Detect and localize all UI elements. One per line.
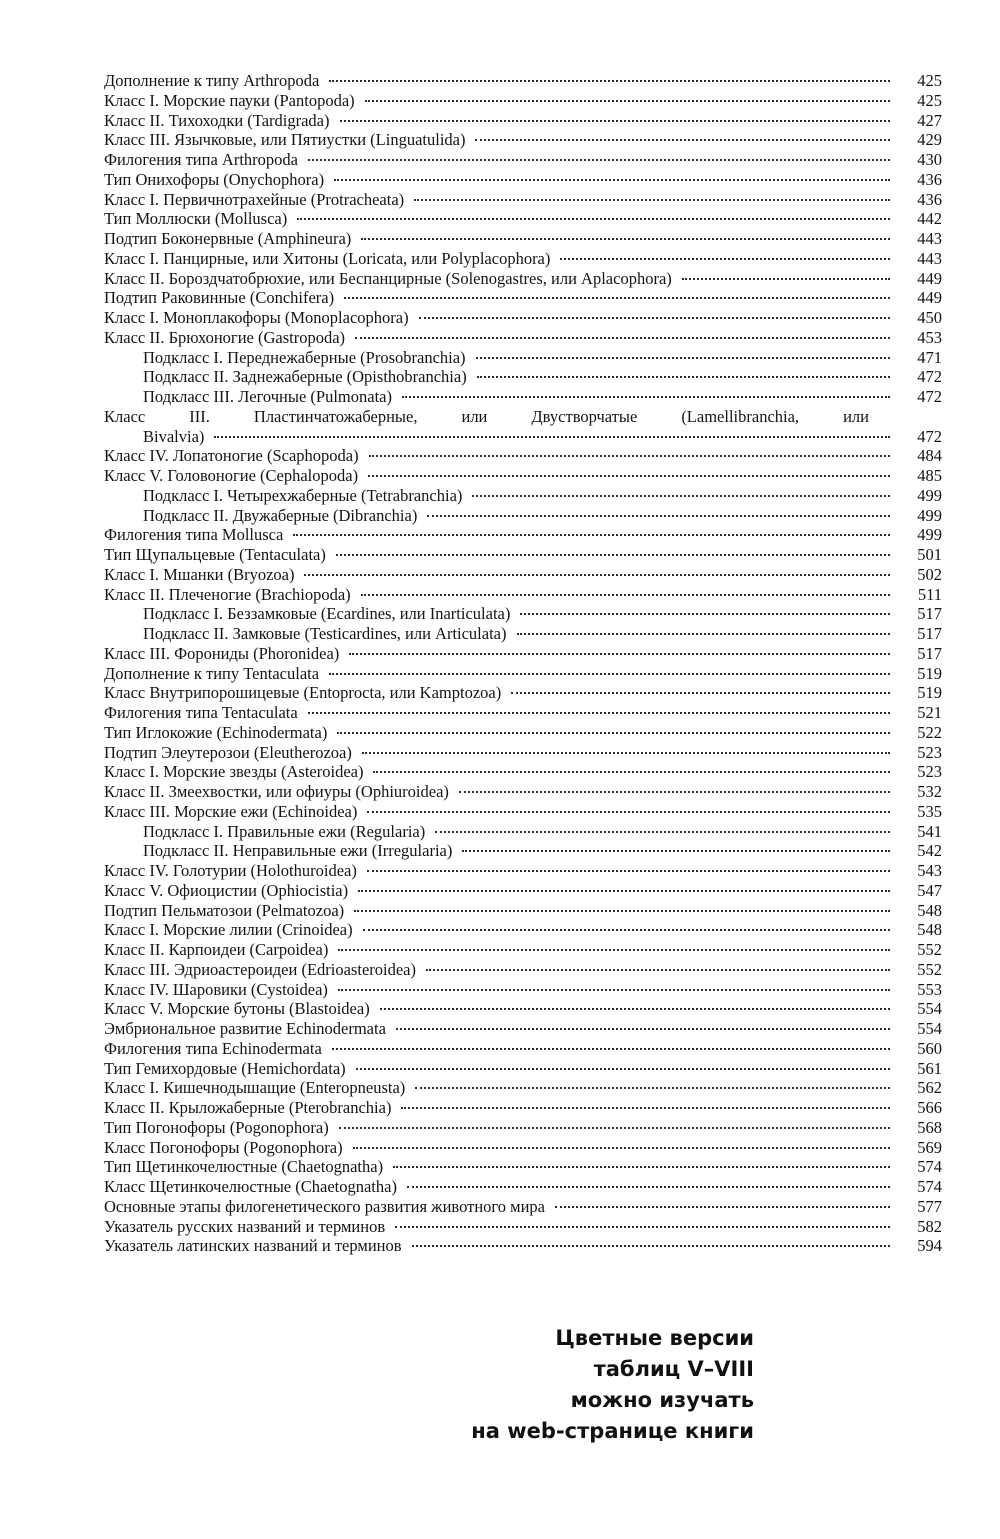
toc-entry-title: Класс V. Головоногие (Cephalopoda) (104, 466, 359, 485)
toc-entry-title: Филогения типа Mollusca (104, 525, 284, 545)
toc-entry-page: 566 (917, 1098, 942, 1117)
toc-entry-page: 499 (917, 525, 942, 545)
toc-entry-page: 472 (917, 367, 942, 387)
toc-entry-title: Подкласс I. Четырехжаберные (Tetrabranchia) (143, 485, 463, 505)
dot-leader (334, 179, 890, 181)
toc-entry-title: Класс III. Эдриоастероидеи (Edrioasteroidea) (104, 959, 416, 979)
toc-entry-title: Тип Онихофоры (Onychophora) (104, 169, 325, 189)
toc-entry-page: 523 (917, 742, 942, 762)
toc-entry (104, 71, 942, 91)
dot-leader (462, 850, 890, 852)
toc-entry-page: 450 (917, 308, 942, 327)
dot-leader (368, 475, 890, 477)
toc-entry-title: Класс II. Змеехвостки, или офиуры (Ophiuroidea) (104, 782, 449, 801)
dot-leader (415, 1087, 890, 1089)
toc-entry (104, 980, 942, 1000)
toc-entry-title: Класс Внутрипорошицевые (Entoprocta, или Kamptozoa) (104, 683, 502, 703)
note-line: Цветные версии (555, 1326, 754, 1350)
toc-entry-page: 594 (917, 1236, 942, 1256)
dot-leader (427, 515, 890, 517)
toc-entry-title: Подкласс I. Переднежаберные (Prosobranchia) (143, 347, 466, 367)
toc-entry (104, 387, 942, 407)
toc-entry-title: Филогения типа Tentaculata (104, 703, 298, 722)
toc-entry-title-continuation: Bivalvia) (143, 426, 205, 446)
toc-entry-title: Класс III. Морские ежи (Echinoidea) (104, 801, 358, 821)
dot-leader (414, 199, 890, 201)
toc-entry-title: Класс V. Морские бутоны (Blastoidea) (104, 999, 370, 1019)
toc-entry (104, 229, 942, 249)
dot-leader (517, 633, 891, 635)
toc-entry (104, 130, 942, 150)
toc-entry-page: 548 (917, 900, 942, 920)
dot-leader (332, 1048, 890, 1050)
toc-entry-title: Тип Щупальцевые (Tentaculata) (104, 545, 326, 564)
toc-entry (104, 901, 942, 921)
toc-entry-page: 519 (917, 683, 942, 703)
toc-entry-page: 547 (917, 880, 942, 900)
toc-entry-page: 472 (917, 426, 942, 446)
toc-entry-title: Тип Щетинкочелюстные (Chaetognatha) (104, 1157, 384, 1177)
dot-leader (560, 258, 890, 260)
toc-entry (104, 841, 942, 861)
toc-entry (104, 585, 942, 605)
dot-leader (356, 1068, 890, 1070)
toc-entry (104, 565, 942, 585)
toc-entry (104, 1157, 942, 1177)
toc-entry-title: Подкласс II. Неправильные ежи (Irregularia) (143, 841, 453, 861)
toc-entry-page: 554 (917, 1019, 942, 1038)
toc-entry (104, 1098, 942, 1118)
toc-entry (104, 762, 942, 782)
toc-entry (104, 150, 942, 170)
dot-leader (395, 1226, 890, 1228)
dot-leader (363, 929, 890, 931)
dot-leader (214, 436, 890, 438)
dot-leader (344, 297, 890, 299)
note-line: можно изучать (570, 1388, 754, 1412)
toc-entry-page: 453 (917, 327, 942, 347)
toc-entry-page: 499 (917, 485, 942, 505)
toc-entry (104, 723, 942, 743)
dot-leader (419, 317, 890, 319)
toc-entry-page: 532 (917, 782, 942, 801)
toc-entry (104, 111, 942, 131)
toc-entry (104, 170, 942, 190)
dot-leader (339, 1127, 890, 1129)
dot-leader (353, 1147, 890, 1149)
toc-entry-title: Эмбриональное развитие Echinodermata (104, 1019, 386, 1038)
dot-leader (304, 574, 890, 576)
toc-entry-title: Дополнение к типу Arthropoda (104, 71, 320, 90)
toc-entry (104, 407, 942, 447)
toc-entry-title: Класс I. Панцирные, или Хитоны (Loricata, или Polyplacophora) (104, 248, 551, 268)
toc-entry (104, 782, 942, 802)
toc-entry (104, 1177, 942, 1197)
toc-entry (104, 209, 942, 229)
toc-entry-title: Класс II. Крыложаберные (Pterobranchia) (104, 1098, 392, 1117)
dot-leader (349, 653, 890, 655)
toc-entry-page: 429 (917, 130, 942, 150)
toc-entry (104, 1236, 942, 1256)
toc-entry-title: Класс I. Морские лилии (Crinoidea) (104, 920, 353, 940)
dot-leader (308, 159, 890, 161)
toc-entry (104, 308, 942, 328)
toc-entry (104, 288, 942, 308)
dot-leader (361, 594, 890, 596)
toc-entry (104, 624, 942, 644)
dot-leader (475, 139, 890, 141)
toc-entry-title: Класс Щетинкочелюстные (Chaetognatha) (104, 1177, 397, 1196)
toc-entry-title: Класс V. Офиоцистии (Ophiocistia) (104, 880, 349, 900)
toc-entry-page: 430 (917, 150, 942, 169)
toc-entry-page: 554 (917, 999, 942, 1019)
toc-entry (104, 1019, 942, 1039)
toc-entry (104, 545, 942, 565)
toc-entry-page: 443 (917, 229, 942, 248)
dot-leader (367, 811, 890, 813)
toc-entry (104, 861, 942, 881)
toc-entry (104, 1039, 942, 1059)
toc-entry-page: 574 (917, 1177, 942, 1196)
toc-entry (104, 703, 942, 723)
toc-entry-title: Класс II. Тихоходки (Tardigrada) (104, 110, 330, 130)
toc-entry-title: Класс I. Первичнотрахейные (Protracheata) (104, 189, 405, 209)
toc-entry-page: 425 (917, 71, 942, 90)
toc-entry-title: Подтип Раковинные (Conchifera) (104, 288, 335, 308)
dot-leader (476, 357, 890, 359)
dot-leader (337, 732, 890, 734)
toc-entry-title: Класс I. Мшанки (Bryozoa) (104, 564, 295, 584)
dot-leader (412, 1245, 890, 1247)
toc-entry (104, 644, 942, 664)
toc-entry-page: 548 (917, 920, 942, 940)
toc-entry-page: 519 (917, 663, 942, 683)
toc-entry-page: 449 (917, 288, 942, 308)
toc-entry (104, 664, 942, 684)
toc-entry-page: 443 (917, 248, 942, 268)
toc-entry-title: Тип Погонофоры (Pogonophora) (104, 1117, 329, 1137)
dot-leader (373, 771, 890, 773)
note-line: таблиц V–VIII (593, 1357, 754, 1381)
dot-leader (336, 554, 890, 556)
toc-entry-title: Подкласс I. Правильные ежи (Regularia) (143, 821, 426, 841)
toc-entry-title: Класс IV. Лопатоногие (Scaphopoda) (104, 446, 359, 466)
toc-entry (104, 940, 942, 960)
toc-entry (104, 269, 942, 289)
dot-leader (682, 278, 890, 280)
dot-leader (308, 712, 890, 714)
toc-entry-title: Подкласс II. Замковые (Testicardines, или Articulata) (143, 624, 507, 643)
toc-entry-title: Филогения типа Echinodermata (104, 1038, 322, 1058)
toc-entry-page: 442 (917, 209, 942, 229)
toc-entry-title: Класс I. Моноплакофоры (Monoplacophora) (104, 308, 409, 327)
dot-leader (362, 752, 890, 754)
dot-leader (472, 495, 890, 497)
toc-entry (104, 1138, 942, 1158)
toc-entry-title: Подкласс I. Беззамковые (Ecardines, или Inarticulata) (143, 604, 511, 624)
toc-entry-title: Подтип Пельматозои (Pelmatozoa) (104, 900, 345, 920)
dot-leader (329, 80, 890, 82)
toc-entry-title: Филогения типа Arthropoda (104, 150, 298, 169)
dot-leader (380, 1008, 890, 1010)
color-plates-note (400, 1323, 754, 1447)
toc-entry-title: Класс I. Морские звезды (Asteroidea) (104, 762, 364, 782)
toc-entry-title: Дополнение к типу Tentaculata (104, 663, 320, 683)
toc-entry (104, 604, 942, 624)
dot-leader (396, 1028, 890, 1030)
toc-entry (104, 91, 942, 111)
toc-entry-page: 521 (917, 703, 942, 722)
toc-entry-title: Класс II. Плеченогие (Brachiopoda) (104, 584, 351, 604)
toc-entry-page: 427 (917, 110, 942, 130)
toc-entry (104, 1197, 942, 1217)
toc-entry (104, 920, 942, 940)
toc-entry-title: Класс III. Пластинчатожаберные, или Двустворчатые (Lamellibranchia, или (104, 406, 869, 426)
toc-entry (104, 1059, 942, 1079)
table-of-contents (104, 71, 942, 1256)
toc-entry-page: 511 (917, 584, 942, 604)
toc-entry (104, 1118, 942, 1138)
dot-leader (297, 218, 890, 220)
dot-leader (355, 337, 890, 339)
toc-entry-page: 574 (917, 1157, 942, 1177)
toc-entry-title: Подкласс II. Двужаберные (Dibranchia) (143, 505, 418, 525)
toc-entry-title: Класс II. Брюхоногие (Gastropoda) (104, 327, 346, 347)
toc-entry (104, 683, 942, 703)
toc-entry-page: 523 (917, 762, 942, 782)
toc-entry-title: Класс II. Карпоидеи (Carpoidea) (104, 940, 329, 959)
toc-entry-title: Подтип Элеутерозои (Eleutherozoa) (104, 742, 352, 762)
toc-entry-page: 522 (917, 722, 942, 742)
dot-leader (401, 1107, 890, 1109)
toc-entry-page: 485 (917, 466, 942, 485)
toc-entry-title: Подкласс III. Легочные (Pulmonata) (143, 387, 392, 406)
toc-entry (104, 446, 942, 466)
dot-leader (361, 238, 890, 240)
toc-entry (104, 743, 942, 763)
toc-entry (104, 486, 942, 506)
dot-leader (354, 910, 890, 912)
toc-entry-title: Класс II. Бороздчатобрюхие, или Беспанцирные (Solenogastres, или Aplacophora) (104, 268, 672, 288)
toc-entry-title: Указатель латинских названий и терминов (104, 1236, 402, 1256)
toc-entry-title: Класс III. Форониды (Phoronidea) (104, 643, 340, 663)
dot-leader (459, 791, 890, 793)
toc-entry-page: 542 (917, 841, 942, 861)
toc-entry-title: Класс III. Язычковые, или Пятиустки (Linguatulida) (104, 130, 466, 150)
toc-entry-page: 501 (917, 545, 942, 564)
dot-leader (365, 100, 890, 102)
toc-entry-title: Тип Иглокожие (Echinodermata) (104, 722, 328, 742)
toc-entry-page: 569 (917, 1137, 942, 1157)
dot-leader (338, 949, 890, 951)
dot-leader (520, 613, 890, 615)
toc-entry-title: Тип Гемихордовые (Hemichordata) (104, 1058, 346, 1078)
toc-entry-title: Подтип Боконервные (Amphineura) (104, 229, 352, 248)
toc-entry (104, 960, 942, 980)
toc-entry-page: 484 (917, 446, 942, 466)
toc-entry-page: 502 (917, 564, 942, 584)
toc-entry-page: 552 (917, 940, 942, 959)
dot-leader (338, 989, 890, 991)
note-line: на web-странице книги (471, 1419, 754, 1443)
dot-leader (367, 870, 890, 872)
dot-leader (402, 396, 890, 398)
dot-leader (555, 1206, 890, 1208)
toc-entry-page: 517 (917, 604, 942, 624)
toc-entry-page: 471 (917, 347, 942, 367)
toc-entry-page: 436 (917, 169, 942, 189)
toc-entry-page: 582 (917, 1216, 942, 1236)
dot-leader (477, 376, 890, 378)
dot-leader (369, 455, 890, 457)
toc-entry (104, 190, 942, 210)
dot-leader (426, 969, 890, 971)
toc-entry-title: Класс IV. Шаровики (Cystoidea) (104, 979, 328, 999)
toc-entry (104, 466, 942, 486)
toc-entry (104, 999, 942, 1019)
toc-entry-title: Основные этапы филогенетического развития животного мира (104, 1196, 545, 1216)
toc-entry-page: 562 (917, 1078, 942, 1098)
toc-entry-title: Класс IV. Голотурии (Holothuroidea) (104, 861, 357, 880)
dot-leader (511, 692, 890, 694)
toc-entry (104, 881, 942, 901)
toc-entry-title: Подкласс II. Заднежаберные (Opisthobranchia) (143, 367, 467, 387)
toc-entry-page: 517 (917, 643, 942, 663)
dot-leader (293, 534, 890, 536)
toc-entry-page: 425 (917, 90, 942, 110)
dot-leader (358, 890, 890, 892)
toc-entry (104, 1217, 942, 1237)
toc-entry (104, 1078, 942, 1098)
toc-entry-page: 543 (917, 861, 942, 880)
toc-entry-page: 499 (917, 505, 942, 525)
toc-entry-page: 553 (917, 979, 942, 999)
dot-leader (407, 1186, 890, 1188)
toc-entry-page: 577 (917, 1196, 942, 1216)
dot-leader (393, 1166, 890, 1168)
toc-entry-page: 535 (917, 801, 942, 821)
toc-entry (104, 802, 942, 822)
toc-entry (104, 367, 942, 387)
toc-entry-page: 449 (917, 268, 942, 288)
toc-entry-title: Класс I. Морские пауки (Pantopoda) (104, 90, 355, 110)
toc-entry (104, 249, 942, 269)
toc-entry-page: 568 (917, 1117, 942, 1137)
toc-entry-page: 472 (917, 387, 942, 406)
dot-leader (340, 120, 890, 122)
toc-entry-title: Указатель русских названий и терминов (104, 1216, 386, 1236)
toc-entry-page: 561 (917, 1058, 942, 1078)
dot-leader (435, 831, 890, 833)
toc-entry-title: Класс Погонофоры (Pogonophora) (104, 1137, 343, 1157)
toc-entry-page: 436 (917, 189, 942, 209)
toc-entry (104, 328, 942, 348)
toc-entry-page: 517 (917, 624, 942, 643)
toc-entry (104, 822, 942, 842)
dot-leader (329, 673, 890, 675)
toc-entry-page: 541 (917, 821, 942, 841)
toc-entry-continuation (104, 427, 942, 447)
toc-entry-title: Класс I. Кишечнодышащие (Enteropneusta) (104, 1078, 406, 1098)
toc-entry-title: Тип Моллюски (Mollusca) (104, 209, 288, 229)
toc-entry (104, 348, 942, 368)
toc-entry (104, 525, 942, 545)
toc-entry-page: 552 (917, 959, 942, 979)
toc-entry-page: 560 (917, 1038, 942, 1058)
toc-entry (104, 506, 942, 526)
